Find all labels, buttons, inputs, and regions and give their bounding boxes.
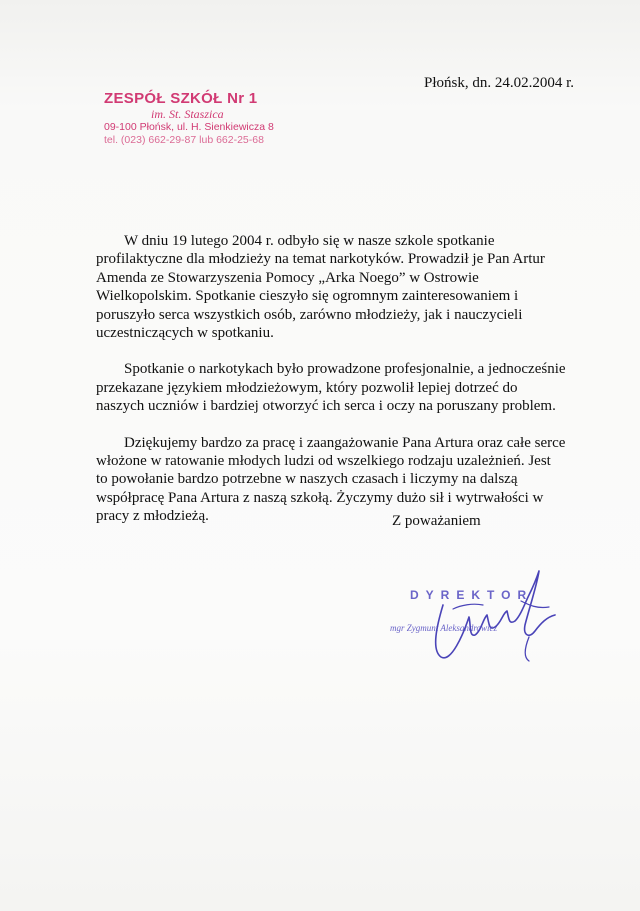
letter-paragraph: Spotkanie o narkotykach było prowadzone profesjonalnie, a jednocześnie przekazane językiem młodzieżowym, który pozwolił lepiej dotrzeć do naszych uczniów i bardziej otworzyć ich serca i oczy na poruszany problem. bbox=[96, 361, 566, 415]
director-name: mgr Zygmunt Aleksandrowicz bbox=[390, 623, 497, 633]
stamp-phone: tel. (023) 662-29-87 lub 662-25-68 bbox=[104, 134, 264, 146]
letter-paragraph: W dniu 19 lutego 2004 r. odbyło się w nasze szkole spotkanie profilaktyczne dla młodzieży na temat narkotyków. Prowadził je Pan Artur Amenda ze Stowarzyszenia Pomocy „Arka Noego” w Ostrowie Wielkopolskim. Spotkanie cieszyło się ogromnym zainteresowaniem i poruszyło serca wszystkich osób, zarówno młodzieży, jak i nauczycieli uczestniczących w spotkaniu. bbox=[96, 233, 545, 342]
handwritten-signature bbox=[425, 565, 565, 675]
stamp-address: 09-100 Płońsk, ul. H. Sienkiewicza 8 bbox=[104, 121, 274, 133]
school-stamp bbox=[96, 88, 296, 148]
stamp-school-name: ZESPÓŁ SZKÓŁ Nr 1 bbox=[104, 90, 258, 107]
stamp-patron: im. St. Staszica bbox=[151, 107, 224, 121]
letter-body bbox=[96, 232, 566, 544]
closing-phrase: Z poważaniem bbox=[392, 513, 481, 529]
place-and-date: Płońsk, dn. 24.02.2004 r. bbox=[424, 75, 575, 91]
letter-paragraph: Dziękujemy bardzo za pracę i zaangażowanie Pana Artura oraz całe serce włożone w ratowanie młodych ludzi od wszelkiego rodzaju uzależnień. Jest to powołanie bardzo potrzebne w naszych czasach i liczymy na dalszą współpracę Pana Artura z naszą szkołą. Życzymy dużo sił i wytrwałości w pracy z młodzieżą. bbox=[96, 434, 566, 525]
director-title: DYREKTOR bbox=[410, 588, 534, 602]
